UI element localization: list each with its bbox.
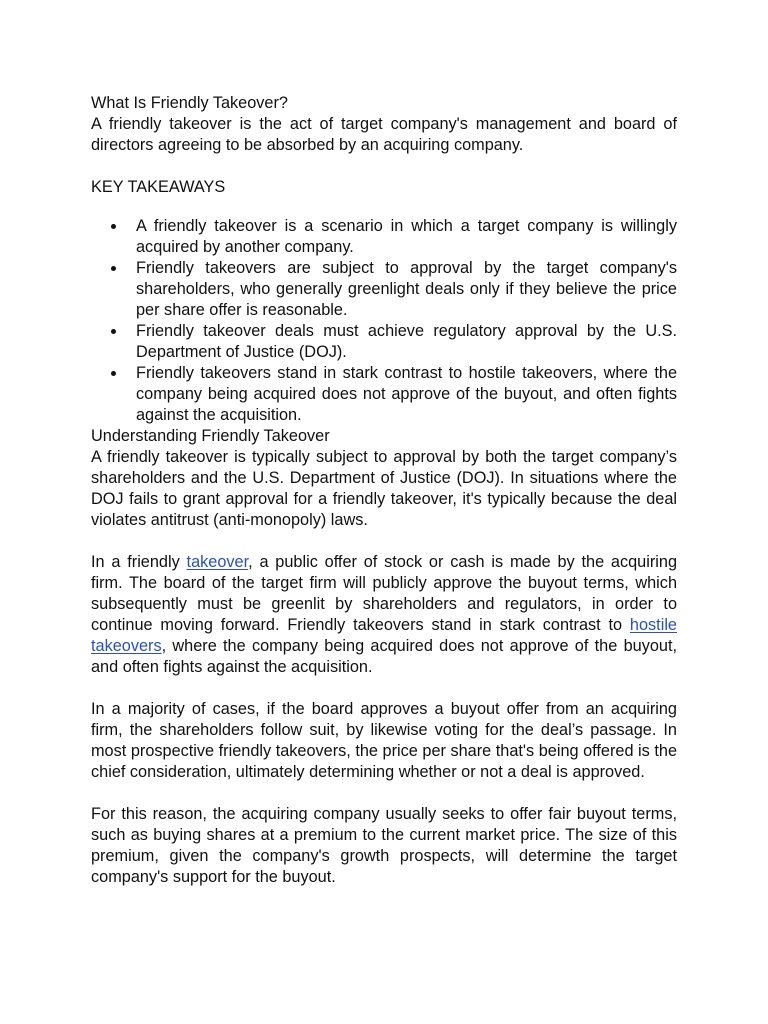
- paragraph-text: , a public offer of stock or cash is made by the acquiring firm. The board of the target firm will publicly approve the buyout terms, which subsequently must be greenlit by shareholders and regulators, in order to continue moving forward. Friendly takeovers stand in stark contrast to: [91, 553, 677, 634]
- list-item-text: Friendly takeover deals must achieve regulatory approval by the U.S. Department of Justice (DOJ).: [136, 322, 677, 361]
- bullet-icon: [111, 329, 116, 334]
- list-item: [136, 216, 677, 258]
- list-item: [136, 363, 677, 426]
- takeover-link[interactable]: takeover: [186, 553, 249, 571]
- list-item: [136, 258, 677, 321]
- document-body: [91, 93, 677, 888]
- list-item: [136, 321, 677, 363]
- list-item-text: A friendly takeover is a scenario in which a target company is willingly acquired by another company.: [136, 217, 677, 256]
- understanding-paragraph-4: For this reason, the acquiring company usually seeks to offer fair buyout terms, such as buying shares at a premium to the current market price. The size of this premium, given the company's growth prospects, will determine the target company's support for the buyout.: [91, 805, 677, 886]
- understanding-paragraph-2: [91, 552, 677, 678]
- bullet-icon: [111, 371, 116, 376]
- paragraph-text: In a friendly: [91, 553, 187, 571]
- list-item-text: Friendly takeovers stand in stark contrast to hostile takeovers, where the company being acquired does not approve of the buyout, and often fights against the acquisition.: [136, 364, 677, 424]
- hostile-takeovers-link[interactable]: hostile takeovers: [91, 616, 677, 655]
- key-takeaways-heading: KEY TAKEAWAYS: [91, 178, 226, 196]
- page-title: What Is Friendly Takeover?: [91, 94, 288, 112]
- paragraph-text: , where the company being acquired does not approve of the buyout, and often fights against the acquisition.: [91, 637, 677, 676]
- understanding-paragraph-1: A friendly takeover is typically subject to approval by both the target company’s shareholders and the U.S. Department of Justice (DOJ). In situations where the DOJ fails to grant approval for a friendly takeover, it's typically because the deal violates antitrust (anti-monopoly) laws.: [91, 448, 677, 529]
- bullet-icon: [111, 224, 116, 229]
- list-item-text: Friendly takeovers are subject to approval by the target company's shareholders, who generally greenlight deals only if they believe the price per share offer is reasonable.: [136, 259, 677, 319]
- key-takeaways-list: [91, 216, 677, 426]
- bullet-icon: [111, 266, 116, 271]
- intro-paragraph: A friendly takeover is the act of target company's management and board of directors agreeing to be absorbed by an acquiring company.: [91, 115, 677, 154]
- understanding-paragraph-3: In a majority of cases, if the board approves a buyout offer from an acquiring firm, the shareholders follow suit, by likewise voting for the deal’s passage. In most prospective friendly takeovers, the price per share that's being offered is the chief consideration, ultimately determining whether or not a deal is approved.: [91, 700, 677, 781]
- section-heading-understanding: Understanding Friendly Takeover: [91, 427, 330, 445]
